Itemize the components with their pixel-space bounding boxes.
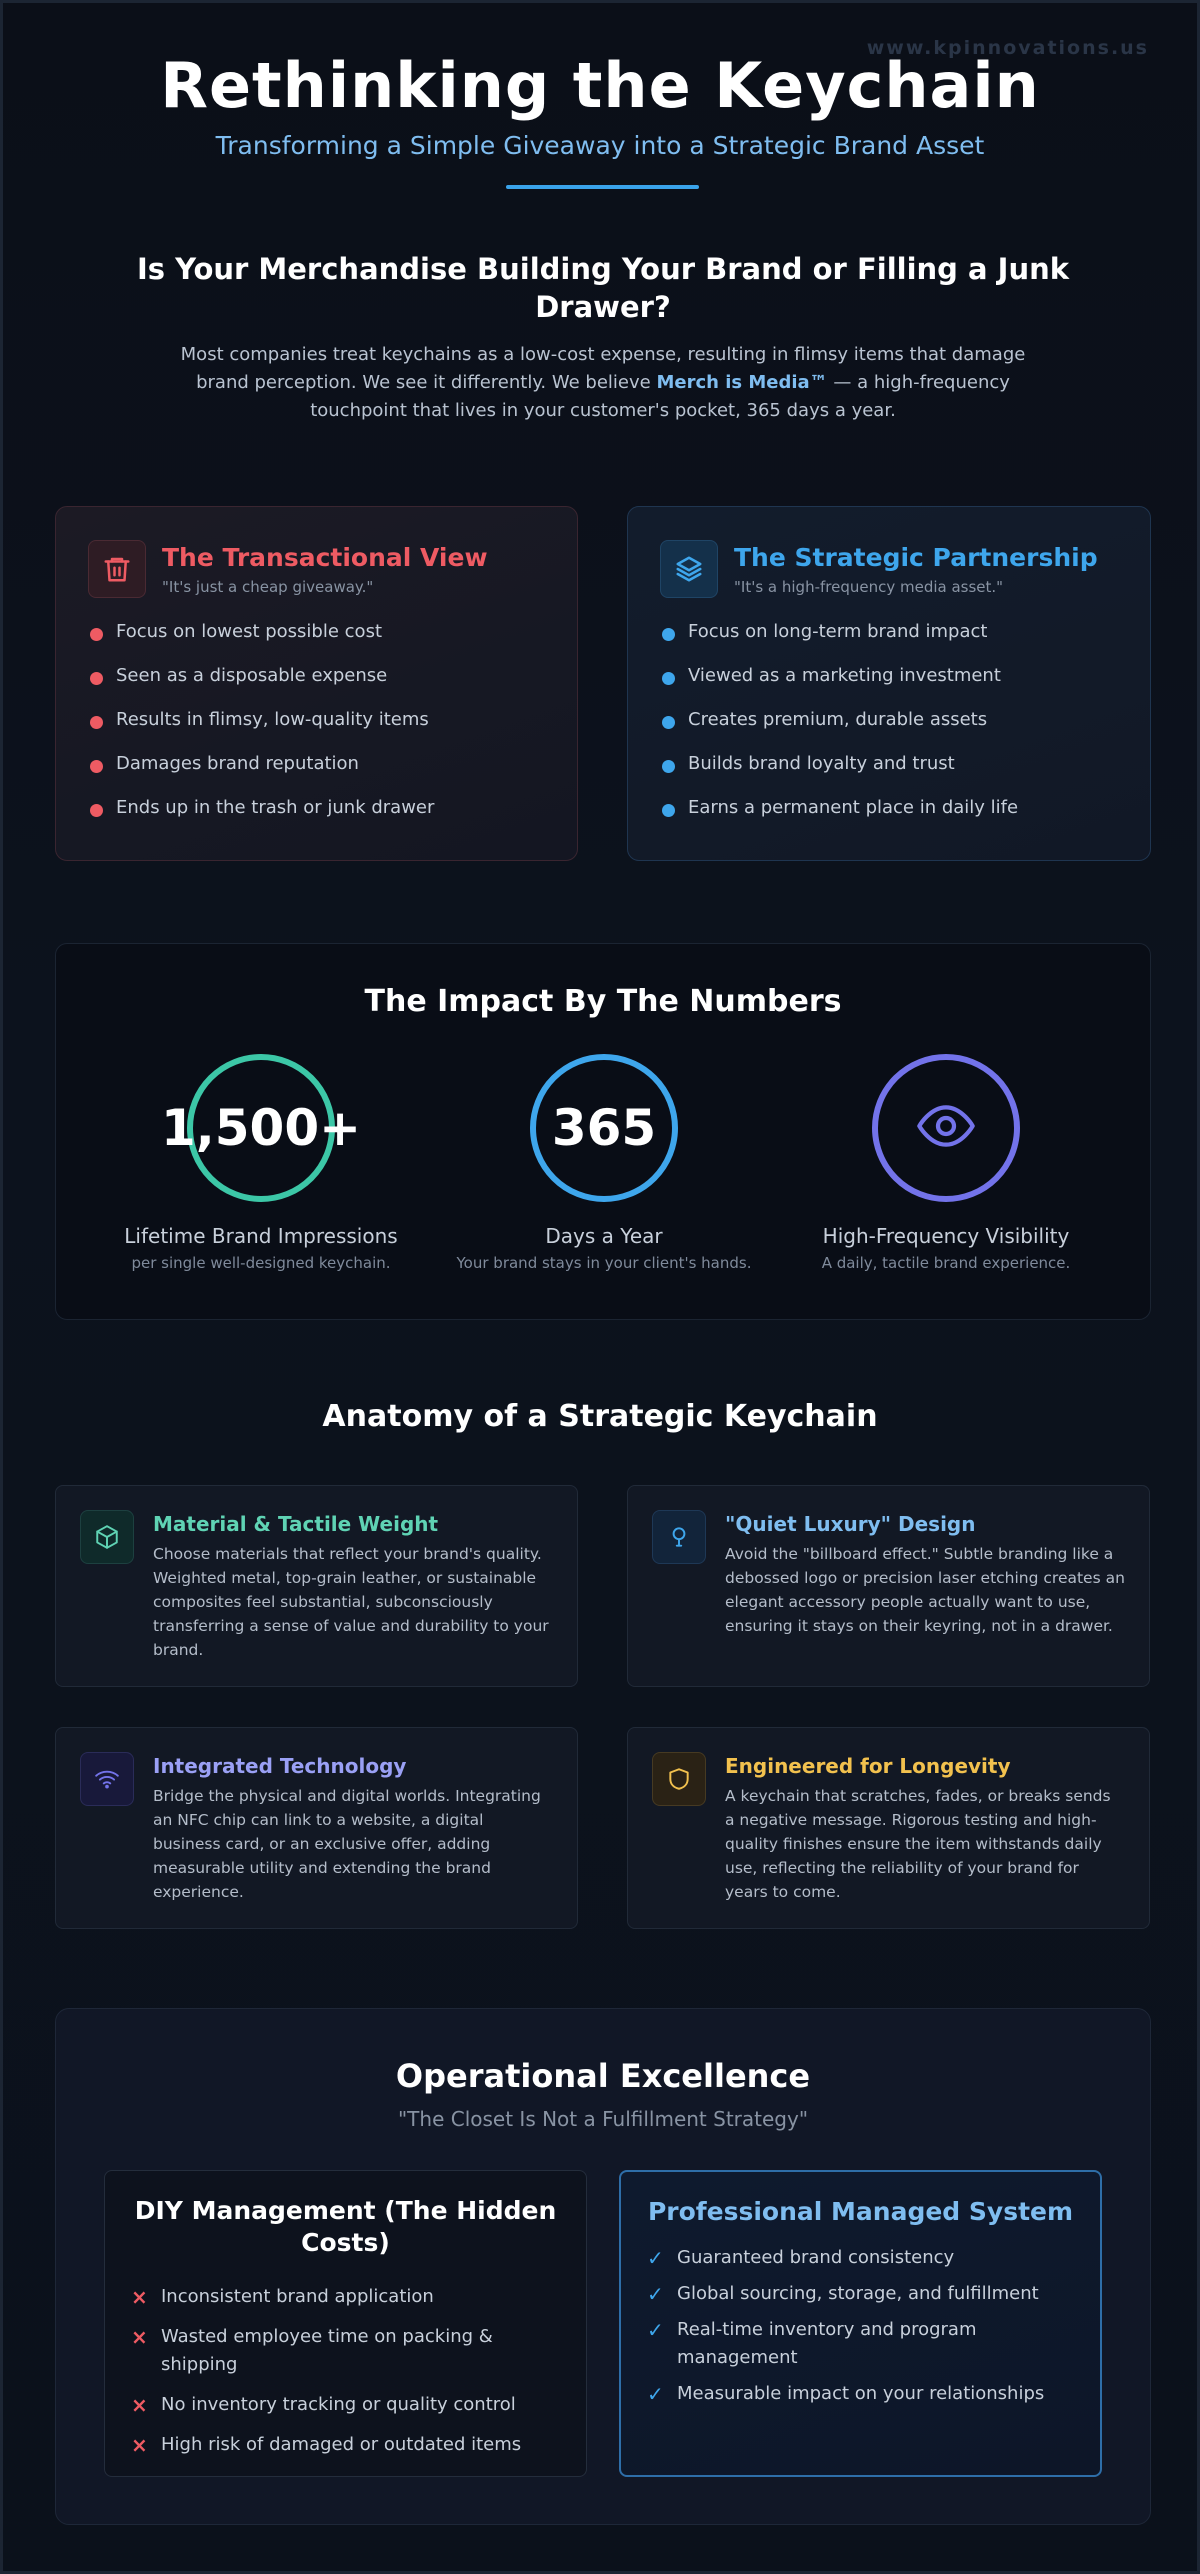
list-item: [129, 2431, 562, 2459]
stat-label: Days a Year: [545, 1224, 663, 1248]
feature-body: Choose materials that reflect your brand's quality. Weighted metal, top-grain leather, or sustainable composites feel substantial, subconsciously transferring a sense of value and durability to your brand.: [153, 1545, 549, 1659]
professional-system-box: [619, 2170, 1102, 2477]
professional-system-list: [645, 2244, 1076, 2416]
feature-title: Integrated Technology: [153, 1754, 407, 1778]
bullet-dot: [90, 760, 103, 773]
stat-ring: [160, 1054, 362, 1202]
list-item: [660, 796, 1018, 840]
stat-value: 1,500+: [160, 1099, 362, 1157]
strategic-partnership-list: [660, 620, 1018, 840]
shield-icon: [652, 1752, 706, 1806]
stat-ring: [530, 1054, 678, 1202]
strategic-partnership-title: The Strategic Partnership: [734, 543, 1098, 572]
layers-icon: [660, 540, 718, 598]
page-title: Rethinking the Keychain: [160, 49, 1040, 122]
list-item-text: Results in flimsy, low-quality items: [116, 709, 429, 730]
diy-management-box: [104, 2170, 587, 2477]
impact-numbers-title: The Impact By The Numbers: [364, 984, 842, 1019]
stat-caption: per single well-designed keychain.: [131, 1254, 391, 1272]
list-item: [660, 664, 1018, 708]
list-item-text: Ends up in the trash or junk drawer: [116, 797, 435, 818]
diy-management-list: [129, 2283, 562, 2471]
list-item-text: High risk of damaged or outdated items: [161, 2434, 522, 2455]
check-icon: ✓: [647, 2282, 664, 2306]
list-item-text: Focus on lowest possible cost: [116, 621, 383, 642]
stat-label: High-Frequency Visibility: [822, 1224, 1070, 1248]
feature-body: Avoid the "billboard effect." Subtle branding like a debossed logo or precision laser etching creates an elegant accessory people actually want to use, ensuring it stays on their keyring, not in a drawer.: [725, 1545, 1125, 1635]
bullet-dot: [662, 804, 675, 817]
feature-card-technology: [55, 1727, 578, 1929]
diy-management-title: DIY Management (The Hidden Costs): [134, 2196, 557, 2257]
trash-icon: [88, 540, 146, 598]
intro-question: Is Your Merchandise Building Your Brand or Filling a Junk Drawer?: [136, 252, 1070, 324]
stat-value: 365: [551, 1099, 657, 1157]
site-url: www.kpinnovations.us: [866, 37, 1149, 59]
feature-body: A keychain that scratches, fades, or breaks sends a negative message. Rigorous testing and high-quality finishes ensure the item withstands daily use, reflecting the reliability of your brand for years to come.: [725, 1787, 1111, 1901]
x-icon: ×: [131, 2433, 148, 2457]
list-item-text: Measurable impact on your relationships: [677, 2383, 1045, 2404]
list-item: [88, 752, 434, 796]
page-subtitle: Transforming a Simple Giveaway into a Strategic Brand Asset: [215, 131, 985, 160]
list-item-text: Wasted employee time on packing & shipping: [161, 2326, 493, 2375]
feature-card-design: [627, 1485, 1150, 1687]
list-item: [88, 620, 434, 664]
list-item-text: Builds brand loyalty and trust: [688, 753, 955, 774]
list-item-text: Guaranteed brand consistency: [677, 2247, 955, 2268]
bullet-dot: [662, 716, 675, 729]
feature-card-material: [55, 1485, 578, 1687]
list-item: [660, 708, 1018, 752]
list-item: [645, 2244, 1076, 2272]
intro-text-start: Most companies treat keychains as a low-cost expense, resulting in flimsy items that damage brand perception. We see it differently. We believe: [180, 344, 1026, 393]
list-item: [660, 752, 1018, 796]
cube-icon: [80, 1510, 134, 1564]
operations-subtitle: "The Closet Is Not a Fulfillment Strategy": [397, 2107, 809, 2131]
list-item-text: Earns a permanent place in daily life: [688, 797, 1019, 818]
list-item: [129, 2391, 562, 2419]
stat-caption: Your brand stays in your client's hands.: [456, 1254, 752, 1272]
check-icon: ✓: [647, 2382, 664, 2406]
list-item-text: Creates premium, durable assets: [688, 709, 988, 730]
list-item-text: Viewed as a marketing investment: [688, 665, 1001, 686]
stat-label: Lifetime Brand Impressions: [124, 1224, 398, 1248]
check-icon: ✓: [647, 2318, 664, 2342]
bullet-dot: [662, 672, 675, 685]
list-item: [645, 2316, 1076, 2372]
stat-caption: A daily, tactile brand experience.: [821, 1254, 1071, 1272]
list-item-text: Seen as a disposable expense: [116, 665, 388, 686]
eye-icon: [914, 1094, 978, 1162]
bullet-dot: [90, 628, 103, 641]
list-item: [129, 2323, 562, 2379]
stat-ring: [872, 1054, 1020, 1202]
operations-title: Operational Excellence: [395, 2057, 811, 2095]
feature-title: Material & Tactile Weight: [153, 1512, 439, 1536]
impact-numbers-panel: [55, 943, 1151, 1320]
professional-system-title: Professional Managed System: [647, 2197, 1074, 2226]
bullet-dot: [90, 716, 103, 729]
transactional-view-title: The Transactional View: [162, 543, 488, 572]
list-item-text: No inventory tracking or quality control: [161, 2394, 516, 2415]
list-item-text: Real-time inventory and program management: [677, 2319, 977, 2368]
list-item-text: Global sourcing, storage, and fulfillment: [677, 2283, 1039, 2304]
bullet-dot: [90, 804, 103, 817]
list-item: [88, 708, 434, 752]
x-icon: ×: [131, 2393, 148, 2417]
transactional-view-quote: "It's just a cheap giveaway.": [162, 578, 374, 596]
operational-excellence-panel: [55, 2008, 1151, 2525]
stat-days: [434, 1054, 774, 1272]
list-item: [645, 2380, 1076, 2408]
transactional-view-card: [55, 506, 578, 861]
wifi-icon: [80, 1752, 134, 1806]
list-item: [88, 664, 434, 708]
check-icon: ✓: [647, 2246, 664, 2270]
list-item-text: Damages brand reputation: [116, 753, 359, 774]
intro-text-end: — a high-frequency touchpoint that lives in your customer's pocket, 365 days a year.: [310, 372, 1010, 421]
title-divider: [506, 185, 699, 189]
feature-card-longevity: [627, 1727, 1150, 1929]
list-item: [88, 796, 434, 840]
x-icon: ×: [131, 2325, 148, 2349]
feature-title: Engineered for Longevity: [725, 1754, 1011, 1778]
bullet-dot: [662, 760, 675, 773]
strategic-partnership-quote: "It's a high-frequency media asset.": [734, 578, 1004, 596]
feature-title: "Quiet Luxury" Design: [725, 1512, 976, 1536]
list-item: [129, 2283, 562, 2311]
list-item: [645, 2280, 1076, 2308]
strategic-partnership-card: [627, 506, 1151, 861]
list-item-text: Focus on long-term brand impact: [688, 621, 988, 642]
anatomy-title: Anatomy of a Strategic Keychain: [322, 1399, 878, 1434]
stat-impressions: [91, 1054, 431, 1272]
list-item-text: Inconsistent brand application: [161, 2286, 434, 2307]
intro-highlight: Merch is Media™: [656, 372, 828, 393]
list-item: [660, 620, 1018, 664]
bullet-dot: [662, 628, 675, 641]
intro-text: [173, 341, 1033, 425]
bullet-dot: [90, 672, 103, 685]
transactional-view-list: [88, 620, 434, 840]
gem-icon: [652, 1510, 706, 1564]
feature-body: Bridge the physical and digital worlds. Integrating an NFC chip can link to a website, a digital business card, or an exclusive offer, adding measurable utility and extending the brand experience.: [153, 1787, 541, 1901]
x-icon: ×: [131, 2285, 148, 2309]
stat-visibility: [776, 1054, 1116, 1272]
